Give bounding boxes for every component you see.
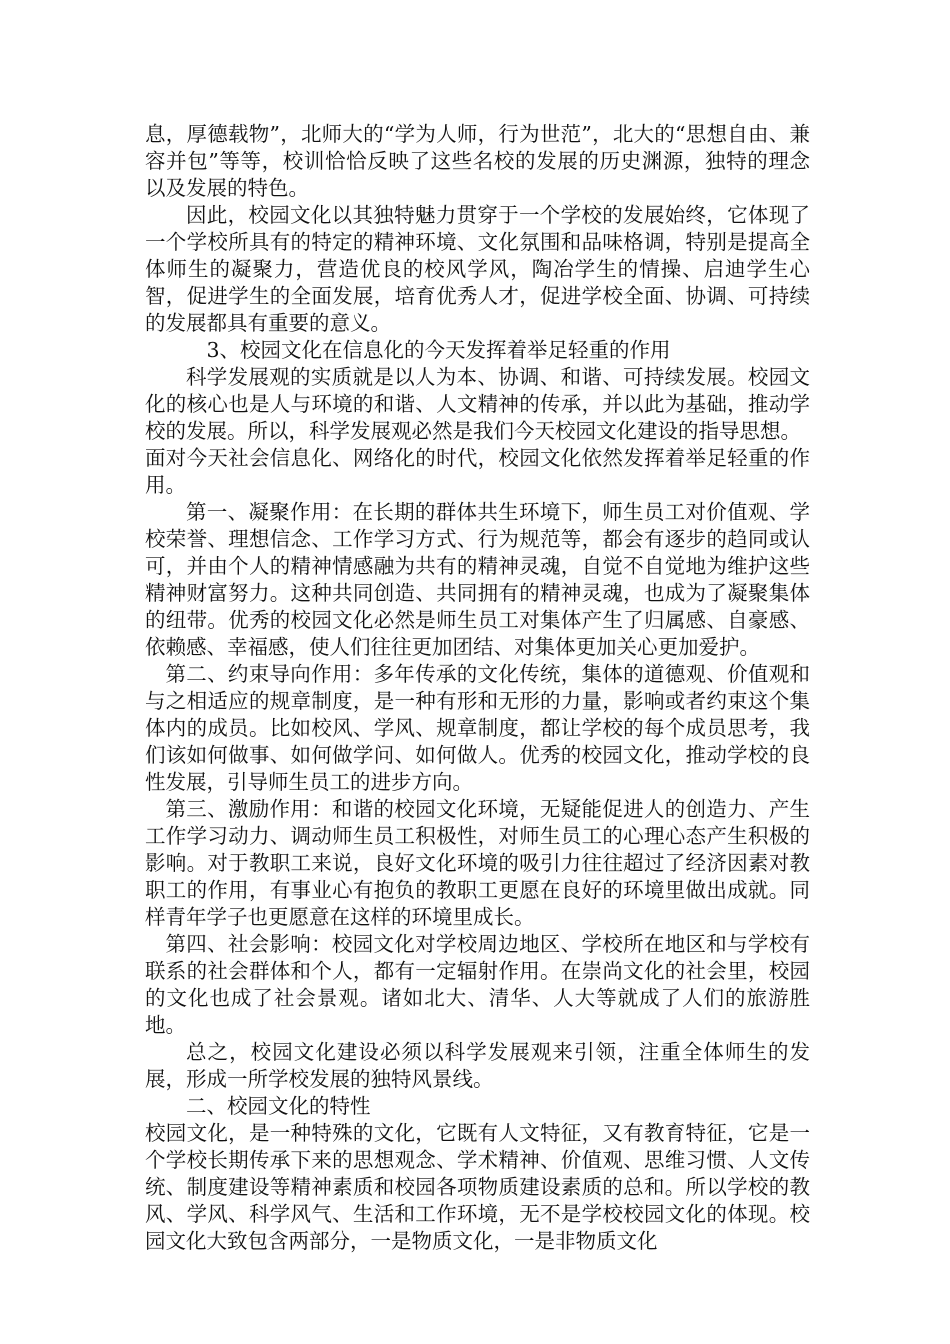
paragraph-school-mottos: 息，厚德载物”，北师大的“学为人师，行为世范”，北大的“思想自由、兼容并包”等等，校训恰恰反映了这些名校的发展的历史渊源，独特的理念以及发展的特色。	[145, 122, 810, 200]
paragraph-cohesion-role: 第一、凝聚作用：在长期的群体共生环境下，师生员工对价值观、学校荣誉、理想信念、工作学习方式、行为规范等，都会有逐步的趋同或认可，并由个人的精神情感融为共有的精神灵魂，自觉不自觉地为维护这些精神财富努力。这种共同创造、共同拥有的精神灵魂，也成为了凝聚集体的纽带。优秀的校园文化必然是师生员工对集体产生了归属感、自豪感、依赖感、幸福感，使人们往往更加团结、对集体更加关心更加爱护。	[145, 500, 810, 659]
document-body	[145, 121, 810, 1255]
section-heading-characteristics: 二、校园文化的特性	[186, 1094, 371, 1118]
paragraph-campus-culture-significance: 因此，校园文化以其独特魅力贯穿于一个学校的发展始终，它体现了一个学校所具有的特定的精神环境、文化氛围和品味格调，特别是提高全体师生的凝聚力，营造优良的校风学风，陶冶学生的情操、启迪学生心智，促进学生的全面发展，培育优秀人才，促进学校全面、协调、可持续的发展都具有重要的意义。	[145, 203, 810, 335]
paragraph-summary: 总之，校园文化建设必须以科学发展观来引领，注重全体师生的发展，形成一所学校发展的独特风景线。	[145, 1040, 810, 1091]
section-heading-3: 3、校园文化在信息化的今天发挥着举足轻重的作用	[206, 338, 671, 362]
paragraph-social-influence: 第四、社会影响：校园文化对学校周边地区、学校所在地区和与学校有联系的社会群体和个人，都有一定辐射作用。在崇尚文化的社会里，校园的文化也成了社会景观。诸如北大、清华、人大等就成了人们的旅游胜地。	[145, 932, 810, 1037]
paragraph-scientific-development: 科学发展观的实质就是以人为本、协调、和谐、可持续发展。校园文化的核心也是人与环境的和谐、人文精神的传承，并以此为基础，推动学校的发展。所以，科学发展观必然是我们今天校园文化建设的指导思想。	[145, 365, 810, 443]
paragraph-motivation-role: 第三、激励作用：和谐的校园文化环境，无疑能促进人的创造力、产生工作学习动力、调动师生员工积极性，对师生员工的心理心态产生积极的影响。对于教职工来说，良好文化环境的吸引力往往超过了经济因素对教职工的作用，有事业心有抱负的教职工更愿在良好的环境里做出成就。同样青年学子也更愿意在这样的环境里成长。	[145, 797, 810, 929]
paragraph-guidance-role: 第二、约束导向作用：多年传承的文化传统，集体的道德观、价值观和与之相适应的规章制度，是一种有形和无形的力量，影响或者约束这个集体内的成员。比如校风、学风、规章制度，都让学校的每个成员思考，我们该如何做事、如何做学问、如何做人。优秀的校园文化，推动学校的良性发展，引导师生员工的进步方向。	[145, 662, 810, 794]
paragraph-campus-culture-definition: 校园文化，是一种特殊的文化，它既有人文特征，又有教育特征，它是一个学校长期传承下来的思想观念、学术精神、价值观、思维习惯、人文传统、制度建设等精神素质和校园各项物质建设素质的总和。所以学校的教风、学风、科学风气、生活和工作环境，无不是学校校园文化的体现。校园文化大致包含两部分，一是物质文化，一是非物质文化	[145, 1121, 810, 1253]
paragraph-information-age: 面对今天社会信息化、网络化的时代，校园文化依然发挥着举足轻重的作用。	[145, 446, 810, 497]
